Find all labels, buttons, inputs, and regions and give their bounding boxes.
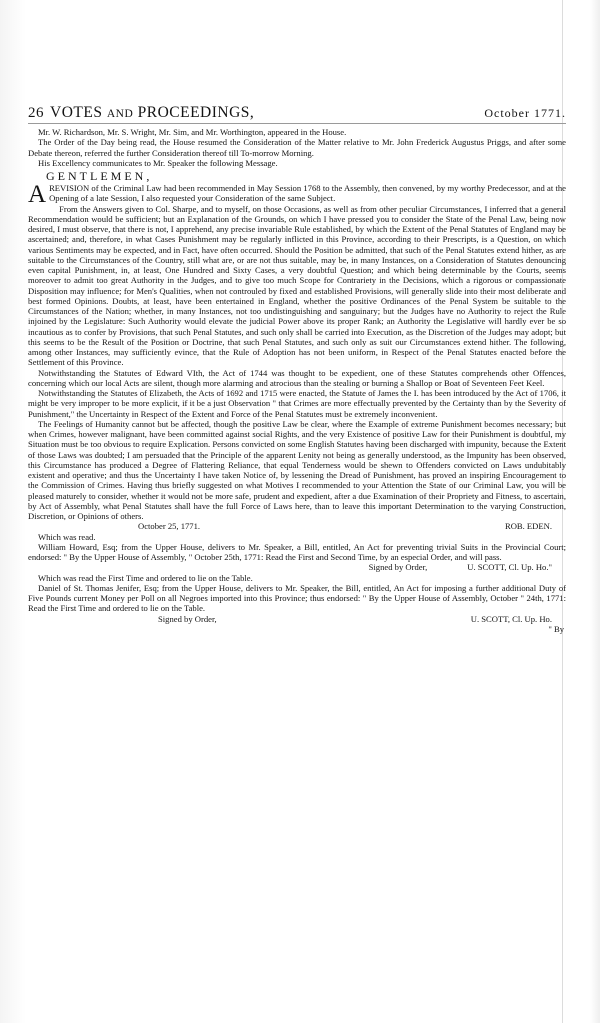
title-and: AND: [106, 108, 134, 120]
message-signoff: [28, 521, 566, 531]
bill-howard-paragraph: William Howard, Esq; from the Upper House, delivers to Mr. Speaker, a Bill, entitled, An Act for preventing trivial Suits in the Provincial Court; endorsed: " By the Upper House of Assembly, " October 25th, 1771: Read the First and Second Time, by an especial Order, and will pass.: [28, 541, 566, 562]
catchword: " By: [548, 623, 564, 634]
message-paragraph-4: Notwithstanding the Statutes of Elizabeth, the Acts of 1692 and 1715 were enacted, the Statute of James the I. has been introduced by the Act of 1706, it might be very improper to be more explicit, if it be a just Observation " that Crimes are more effectually prevented by the Certainty than by the Severity of Punishment," the Uncertainty in Respect of the Extent and Force of the Penal Statutes must be extremely inconvenient.: [28, 388, 566, 419]
header-month-year: October 1771.: [484, 106, 566, 120]
message-date: October 25, 1771.: [138, 521, 201, 532]
bill-jenifer-paragraph: Daniel of St. Thomas Jenifer, Esq; from the Upper House, delivers to Mr. Speaker, the Bill, entitled, An Act for imposing a further additional Duty of Five Pounds current Money per Poll on all Negroes imported into this Province; thus endorsed: " By the Upper House of Assembly, October " 24th, 1771: Read the First Time and ordered to lie on the Table.: [28, 582, 566, 614]
drop-cap-letter: A: [28, 181, 47, 208]
scan-edge-right: [590, 0, 600, 1023]
message-intro: His Excellency communicates to Mr. Speaker the following Message.: [38, 157, 278, 168]
document-body: [28, 127, 566, 634]
scan-edge-left: [0, 0, 26, 1023]
message-paragraph-5: The Feelings of Humanity cannot but be affected, though the positive Law be clear, where the Example of extreme Punishment becomes necessary; but when Crimes, however malignant, have been committed against social Rights, and the very Existence of positive Law for their Punishment is doubtful, my Situation must be too obvious to require Explication. Persons convicted on some English Statutes having been discharged with impunity, because the Extent of those Laws was doubted; I am persuaded that the Principle of the apparent Lenity not being as generally understood, as the Impunity has been observed, this Circumstance has produced a Degree of Flattering Reliance, that equal Tenderness would be shewn to Offenders convicted on Laws undubitably existent and operative; and thus the Uncertainty I have taken Notice of, by lessening the Dread of Punishment, has proved an inspiring Encouragement to the Commission of Crimes. Having thus briefly suggested on what Motives I recommended to your Attention the State of our Criminal Law, you will be pleased maturely to consider, whether it would not be more safe, prudent and expedient, after a due Examination of their Propriety and Fitness, to ascertain, by Act of Assembly, what Penal Statutes shall have the full Force of Laws here, than to leave this important Determination to the varying Construction, Discretion, or Opinions of others.: [28, 418, 566, 521]
message-paragraph-1: [28, 181, 566, 208]
which-was-read-1: Which was read.: [38, 531, 96, 542]
governor-signature: ROB. EDEN.: [504, 521, 552, 532]
clerk-name-2: U. SCOTT, Cl. Up. Ho.: [470, 613, 552, 624]
clerk-name-1: U. SCOTT, Cl. Up. Ho.": [467, 562, 552, 573]
signed-by-order-2: [28, 614, 566, 624]
message-paragraph-3: Notwithstanding the Statutes of Edward VIth, the Act of 1744 was thought to be expedient, one of these Statutes comprehends other Offences, concerning which our local Acts are silent, though more alarming and atrocious than the stealing or burning a Shallop or Boat of Seventeen Feet Keel.: [28, 367, 566, 388]
signed-by-order-1: [28, 562, 566, 572]
signed-label-2: Signed by Order,: [158, 613, 217, 624]
message-paragraph-1-text: REVISION of the Criminal Law had been recommended in May Session 1768 to the Assembly, then convened, by my worthy Predecessor, and at the Opening of a late Session, I also requested your Consideration of the same Subject.: [49, 183, 566, 204]
salutation: GENTLEMEN,: [46, 169, 153, 183]
order-of-day-paragraph: The Order of the Day being read, the House resumed the Consideration of the Matter relative to Mr. John Frederick Augustus Priggs, and after some Debate thereon, referred the further Consideration thereof till To-morrow Morning.: [28, 137, 566, 158]
attendance-paragraph: Mr. W. Richardson, Mr. S. Wright, Mr. Sim, and Mr. Worthington, appeared in the House.: [38, 127, 347, 137]
document-page: [28, 104, 566, 634]
page-number: 26: [28, 105, 44, 121]
message-paragraph-2: From the Answers given to Col. Sharpe, and to myself, on those Occasions, as well as from other peculiar Circumstances, I inferred that a general Recommendation would be sufficient; but an Explanation of the Grounds, on which I have pressed you to consider the State of the Penal Law, being now desired, I must observe, that there is not, I apprehend, any precise invariable Rule established, by which the Extent of the Penal Statutes of England may be ascertained; and, therefore, in what Cases Punishment may be regularly inflicted in this Province, according to their Prescripts, is a Question, on which various Sentiments may be expected, and in Fact, have often occurred. Should the Position be admitted, that such of the Penal Statutes extend hither, as are suitable to the Circumstances of the Country, still what are, or are not thus suitable, may be, in many Instances, on a Consideration of Statutes denouncing even capital Punishment, in, at least, One Hundred and Sixty Cases, a very doubtful Question; and which being determinable by the Courts, seems moreover to admit too great Authority in the Judges, and to give too much Scope for Contrariety in the Decisions, which a rigorous or compassionate Disposition may influence; for Men's Qualities, when not controuled by fixed and established Provisions, will generally slide into their most deliberate and best formed Opinions. Doubts, at least, have been entertained in England, whether the positive Ordinances of the Penal System be suitable to the Circumstances of the Nation; whether, in many Instances, not too undistinguishing and sanguinary; but the Judges have no Authority to reject the Rule injoined by the Legislature: Such Authority would elevate the judicial Power above its proper Rank; an Authority the Legislative will hardly ever be so incautious as to confer by Provisions, that such Penal Statutes, and such only shall be carried into Execution, as the Discretion of the Judges may adopt; but this seems to be the Result of the Position or Doctrine, that such Penal Statutes, and such only as suit our Circumstances extend hither. The following, among other Instances, may sufficiently evince, that the Rule of Adoption has not been uniform, in Respect of the Penal Statutes enacted before the Settlement of this Province.: [28, 203, 566, 368]
signed-label-1: Signed by Order,: [368, 562, 428, 573]
title-votes: VOTES: [50, 104, 103, 121]
running-title: [44, 104, 484, 122]
running-header: [28, 104, 566, 124]
title-proceedings: PROCEEDINGS,: [137, 104, 255, 121]
read-first-time-paragraph: Which was read the First Time and ordered to lie on the Table.: [38, 572, 253, 583]
